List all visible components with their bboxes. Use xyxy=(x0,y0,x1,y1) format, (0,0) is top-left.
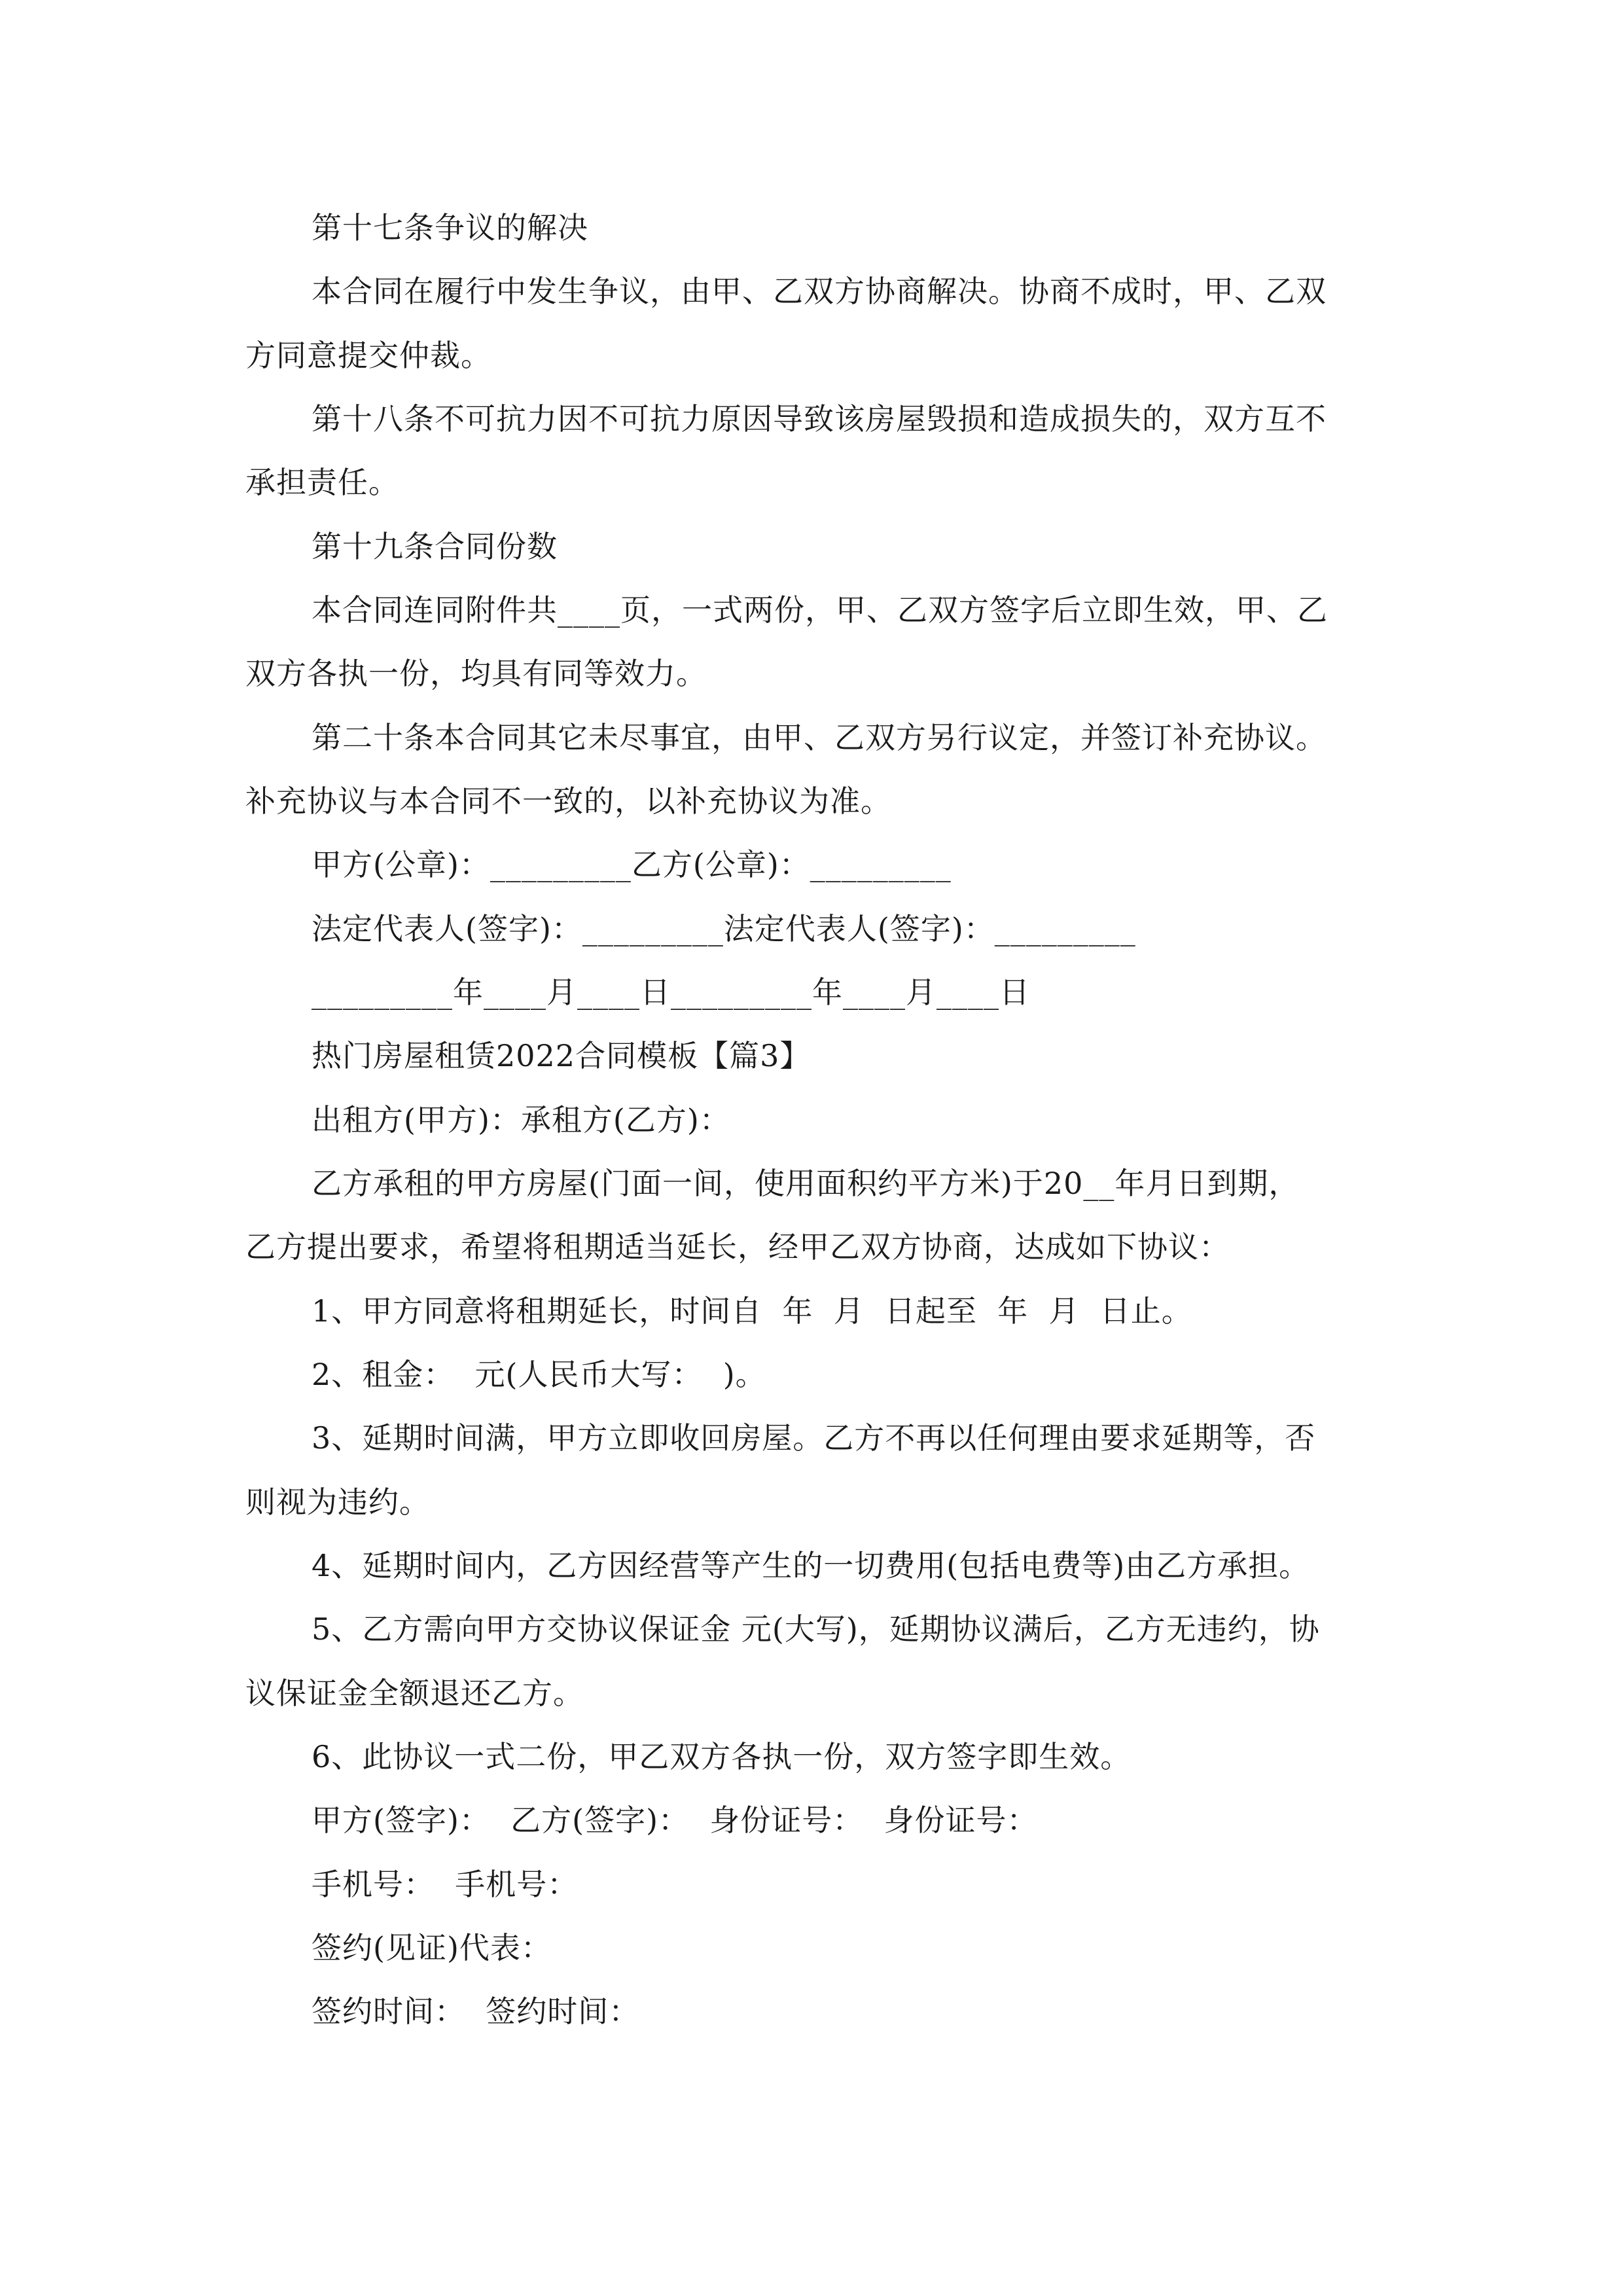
article-20-line: 第二十条本合同其它未尽事宜，由甲、乙双方另行议定，并签订补充协议。 xyxy=(312,720,1327,755)
seal-line: 甲方(公章)：_________乙方(公章)：_________ xyxy=(312,847,952,882)
signing-date-line: 签约时间： 签约时间： xyxy=(312,1994,640,2029)
paragraph-line: 乙方提出要求，希望将租期适当延长，经甲乙双方协商，达成如下协议： xyxy=(245,1229,1230,1265)
clause-4: 4、延期时间内，乙方因经营等产生的一切费用(包括电费等)由乙方承担。 xyxy=(312,1548,1310,1583)
article-17-heading: 第十七条争议的解决 xyxy=(312,210,588,245)
paragraph-line: 方同意提交仲裁。 xyxy=(245,338,491,373)
paragraph-line: 本合同在履行中发生争议，由甲、乙双方协商解决。协商不成时，甲、乙双 xyxy=(312,274,1327,309)
paragraph-line: 承担责任。 xyxy=(245,465,399,500)
signature-line: 甲方(签字)： 乙方(签字)： 身份证号： 身份证号： xyxy=(312,1803,1038,1838)
clause-5: 5、乙方需向甲方交协议保证金 元(大写)，延期协议满后，乙方无违约，协 xyxy=(312,1611,1320,1647)
date-line: _________年____月____日_________年____月____日 xyxy=(312,975,1030,1010)
clause-6: 6、此协议一式二份，甲乙双方各执一份，双方签字即生效。 xyxy=(312,1739,1132,1774)
parties-line: 出租方(甲方)：承租方(乙方)： xyxy=(312,1102,730,1138)
clause-2: 2、租金： 元(人民币大写： )。 xyxy=(312,1357,766,1392)
phone-line: 手机号： 手机号： xyxy=(312,1867,579,1902)
article-19-heading: 第十九条合同份数 xyxy=(312,529,558,564)
paragraph-line: 议保证金全额退还乙方。 xyxy=(245,1676,584,1711)
representative-signature-line: 法定代表人(签字)：_________法定代表人(签字)：_________ xyxy=(312,911,1136,946)
paragraph-line: 本合同连同附件共____页，一式两份，甲、乙双方签字后立即生效，甲、乙 xyxy=(312,592,1328,628)
paragraph-line: 补充协议与本合同不一致的，以补充协议为准。 xyxy=(245,783,891,819)
paragraph-line: 双方各执一份，均具有同等效力。 xyxy=(245,656,707,691)
clause-3: 3、延期时间满，甲方立即收回房屋。乙方不再以任何理由要求延期等，否 xyxy=(312,1420,1316,1456)
witness-line: 签约(见证)代表： xyxy=(312,1930,552,1965)
section-title: 热门房屋租赁2022合同模板【篇3】 xyxy=(312,1038,811,1073)
clause-1: 1、甲方同意将租期延长，时间自 年 月 日起至 年 月 日止。 xyxy=(312,1293,1192,1329)
paragraph-line: 则视为违约。 xyxy=(245,1484,430,1520)
article-18-line: 第十八条不可抗力因不可抗力原因导致该房屋毁损和造成损失的，双方互不 xyxy=(312,401,1327,437)
paragraph-line: 乙方承租的甲方房屋(门面一间，使用面积约平方米)于20__年月日到期， xyxy=(312,1166,1300,1201)
